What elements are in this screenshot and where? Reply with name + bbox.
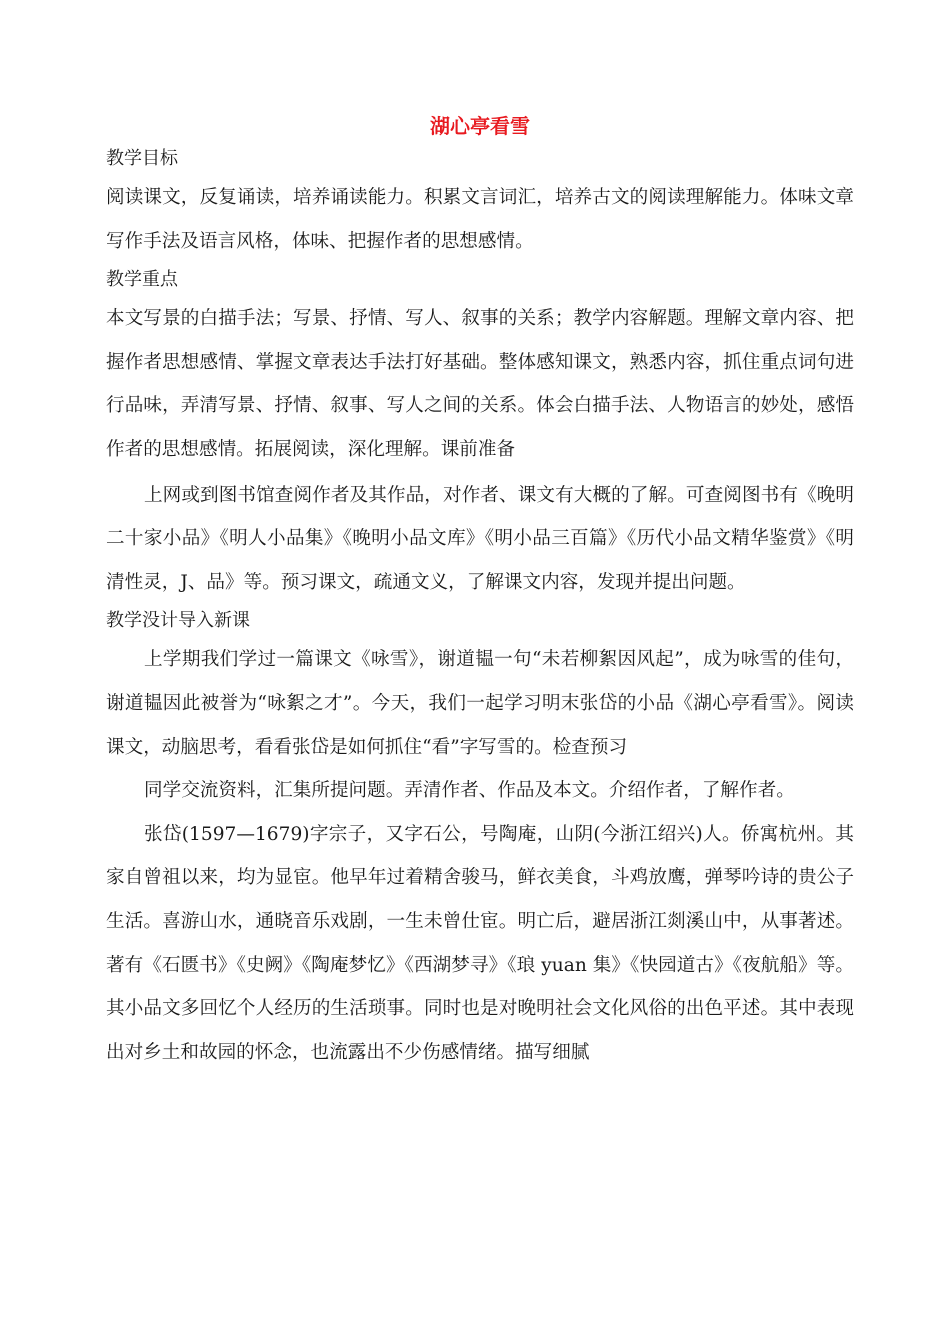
goal-heading: 教学目标 xyxy=(106,148,178,169)
author-paragraph: 张岱(1597—1679)字宗子，又字石公，号陶庵，山阴(今浙江绍兴)人。侨寓杭州。其家自曾祖以来，均为显宦。他早年过着精舍骏马，鲜衣美食，斗鸡放鹰，弹琴吟诗的贵公子生活。喜游山水，通晓音乐戏剧，一生未曾仕宦。明亡后，避居浙江剡溪山中，从事著述。著有《石匮书》《史阙》《陶庵梦忆》《西湖梦寻》《琅 yuan 集》《快园道古》《夜航船》等。其小品文多回忆个人经历的生活琐事。同时也是对晚明社会文化风俗的出色平述。其中表现出对乡土和故园的怀念，也流露出不少伤感情绪。描写细腻 xyxy=(106,823,854,1063)
introduction-paragraph: 上学期我们学过一篇课文《咏雪》，谢道韫一句“未若柳絮因风起”，成为咏雪的佳句，谢道韫因此被誉为“咏絮之才”。今天，我们一起学习明末张岱的小品《湖心亭看雪》。阅读课文，动脑思考，看看张岱是如何抓住“看”字写雪的。检查预习 xyxy=(106,649,854,758)
goal-paragraph: 阅读课文，反复诵读，培养诵读能力。积累文言词汇，培养古文的阅读理解能力。体味文章写作手法及语言风格，体味、把握作者的思想感情。 xyxy=(106,187,854,252)
document-title: 湖心亭看雪 xyxy=(430,114,530,138)
key-points-paragraph: 本文写景的白描手法；写景、抒情、写人、叙事的关系；教学内容解题。理解文章内容、把握作者思想感情、掌握文章表达手法打好基础。整体感知课文，熟悉内容，抓住重点词句进行品味，弄清写景、抒情、叙事、写人之间的关系。体会白描手法、人物语言的妙处，感悟作者的思想感情。拓展阅读，深化理解。课前准备 xyxy=(106,308,854,460)
design-heading: 教学没计导入新课 xyxy=(106,610,250,632)
preparation-paragraph: 上网或到图书馆查阅作者及其作品，对作者、课文有大概的了解。可查阅图书有《晚明二十家小品》《明人小品集》《晚明小品文库》《明小品三百篇》《历代小品文精华鉴赏》《明清性灵，J、品》等。预习课文，疏通文义，了解课文内容，发现并提出问题。 xyxy=(106,484,854,593)
exchange-paragraph: 同学交流资料，汇集所提问题。弄清作者、作品及本文。介绍作者，了解作者。 xyxy=(144,780,795,802)
key-points-heading: 教学重点 xyxy=(106,269,178,291)
